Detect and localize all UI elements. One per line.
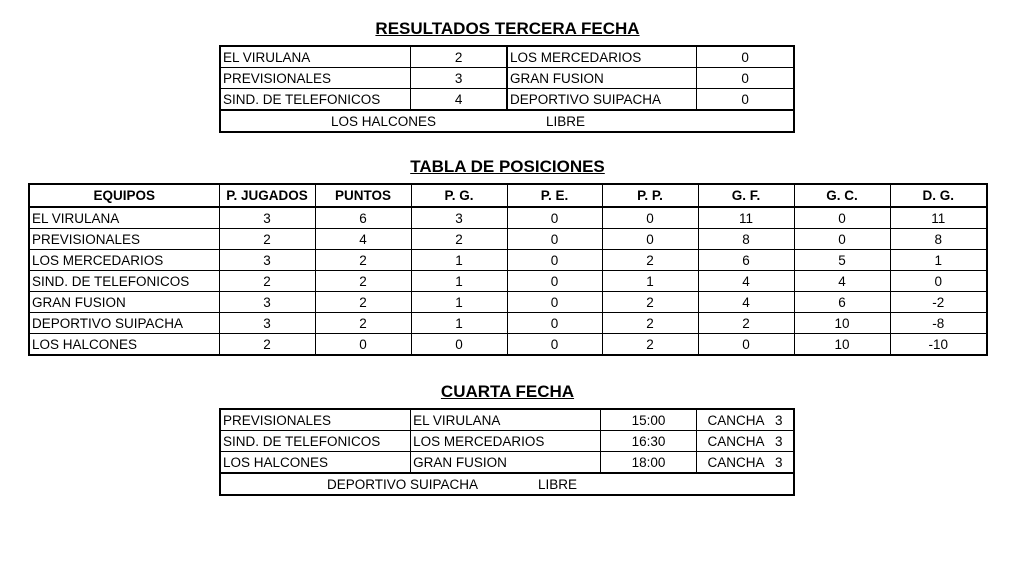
standings-row [29,250,987,271]
away-team: LOS MERCEDARIOS [507,46,697,68]
fixture-row [220,452,794,474]
bye-row [220,110,794,132]
goal-difference: -2 [890,292,987,313]
lost: 2 [602,250,698,271]
goals-for: 8 [698,229,794,250]
goal-difference: 11 [890,207,987,229]
standings-row [29,313,987,334]
goal-difference: 1 [890,250,987,271]
won: 3 [411,207,507,229]
home-team: EL VIRULANA [220,46,411,68]
standings-table [28,183,988,356]
fixture-table [219,408,795,496]
goals-for: 6 [698,250,794,271]
played: 2 [219,271,315,292]
lost: 2 [602,313,698,334]
team-name: LOS HALCONES [29,334,219,356]
home-team: PREVISIONALES [220,68,411,89]
home-team: PREVISIONALES [220,409,411,431]
points: 2 [315,250,411,271]
played: 3 [219,313,315,334]
fixture-title: CUARTA FECHA [440,382,575,401]
away-score: 0 [697,68,794,89]
home-score: 2 [411,46,507,68]
goals-for: 0 [698,334,794,356]
points: 2 [315,271,411,292]
match-court: CANCHA 3 [697,431,794,452]
points: 6 [315,207,411,229]
played: 3 [219,292,315,313]
home-team: SIND. DE TELEFONICOS [220,431,411,452]
standings-row [29,292,987,313]
team-name: PREVISIONALES [29,229,219,250]
goal-difference: -8 [890,313,987,334]
team-name: DEPORTIVO SUIPACHA [29,313,219,334]
result-row [220,89,794,111]
lost: 2 [602,334,698,356]
bye-team: DEPORTIVO SUIPACHA [326,476,478,492]
goals-against: 10 [794,334,890,356]
away-team: GRAN FUSION [507,68,697,89]
standings-row [29,271,987,292]
standings-row [29,334,987,356]
away-team: GRAN FUSION [411,452,601,474]
team-name: EL VIRULANA [29,207,219,229]
match-time: 15:00 [600,409,696,431]
results-table [219,45,795,133]
home-team: LOS HALCONES [220,452,411,474]
match-time: 16:30 [600,431,696,452]
drawn: 0 [507,229,602,250]
points: 2 [315,313,411,334]
match-court: CANCHA 3 [697,409,794,431]
results-title: RESULTADOS TERCERA FECHA [375,19,640,38]
home-score: 3 [411,68,507,89]
played: 2 [219,229,315,250]
header-puntos: PUNTOS [315,184,411,207]
goals-for: 11 [698,207,794,229]
goals-for: 4 [698,292,794,313]
lost: 2 [602,292,698,313]
home-team: SIND. DE TELEFONICOS [220,89,411,111]
header-p-g: P. G. [411,184,507,207]
won: 1 [411,292,507,313]
won: 0 [411,334,507,356]
header-p-jugados: P. JUGADOS [219,184,315,207]
match-time: 18:00 [600,452,696,474]
won: 1 [411,313,507,334]
fixture-row [220,409,794,431]
points: 4 [315,229,411,250]
goals-against: 10 [794,313,890,334]
bye-label: LIBRE [538,476,578,492]
team-name: LOS MERCEDARIOS [29,250,219,271]
header-g-c: G. C. [794,184,890,207]
lost: 0 [602,207,698,229]
drawn: 0 [507,250,602,271]
goals-against: 5 [794,250,890,271]
standings-title: TABLA DE POSICIONES [410,157,605,176]
result-row [220,68,794,89]
played: 3 [219,207,315,229]
points: 0 [315,334,411,356]
goal-difference: -10 [890,334,987,356]
away-score: 0 [697,46,794,68]
goals-against: 0 [794,207,890,229]
bye-team: LOS HALCONES [330,113,436,129]
won: 2 [411,229,507,250]
played: 3 [219,250,315,271]
away-team: EL VIRULANA [411,409,601,431]
away-team: DEPORTIVO SUIPACHA [507,89,697,111]
drawn: 0 [507,313,602,334]
home-score: 4 [411,89,507,111]
goals-for: 2 [698,313,794,334]
goals-against: 4 [794,271,890,292]
header-equipos: EQUIPOS [29,184,219,207]
bye-row [220,473,794,495]
team-name: GRAN FUSION [29,292,219,313]
standings-header [29,184,987,207]
goal-difference: 0 [890,271,987,292]
away-score: 0 [697,89,794,111]
standings-row [29,229,987,250]
points: 2 [315,292,411,313]
lost: 0 [602,229,698,250]
header-g-f: G. F. [698,184,794,207]
lost: 1 [602,271,698,292]
match-court: CANCHA 3 [697,452,794,474]
goals-against: 0 [794,229,890,250]
drawn: 0 [507,271,602,292]
team-name: SIND. DE TELEFONICOS [29,271,219,292]
won: 1 [411,271,507,292]
header-d-g: D. G. [890,184,987,207]
header-p-e: P. E. [507,184,602,207]
fixture-row [220,431,794,452]
goal-difference: 8 [890,229,987,250]
away-team: LOS MERCEDARIOS [411,431,601,452]
bye-label: LIBRE [546,113,586,129]
drawn: 0 [507,334,602,356]
played: 2 [219,334,315,356]
won: 1 [411,250,507,271]
header-p-p: P. P. [602,184,698,207]
result-row [220,46,794,68]
drawn: 0 [507,292,602,313]
goals-for: 4 [698,271,794,292]
standings-row [29,207,987,229]
drawn: 0 [507,207,602,229]
goals-against: 6 [794,292,890,313]
